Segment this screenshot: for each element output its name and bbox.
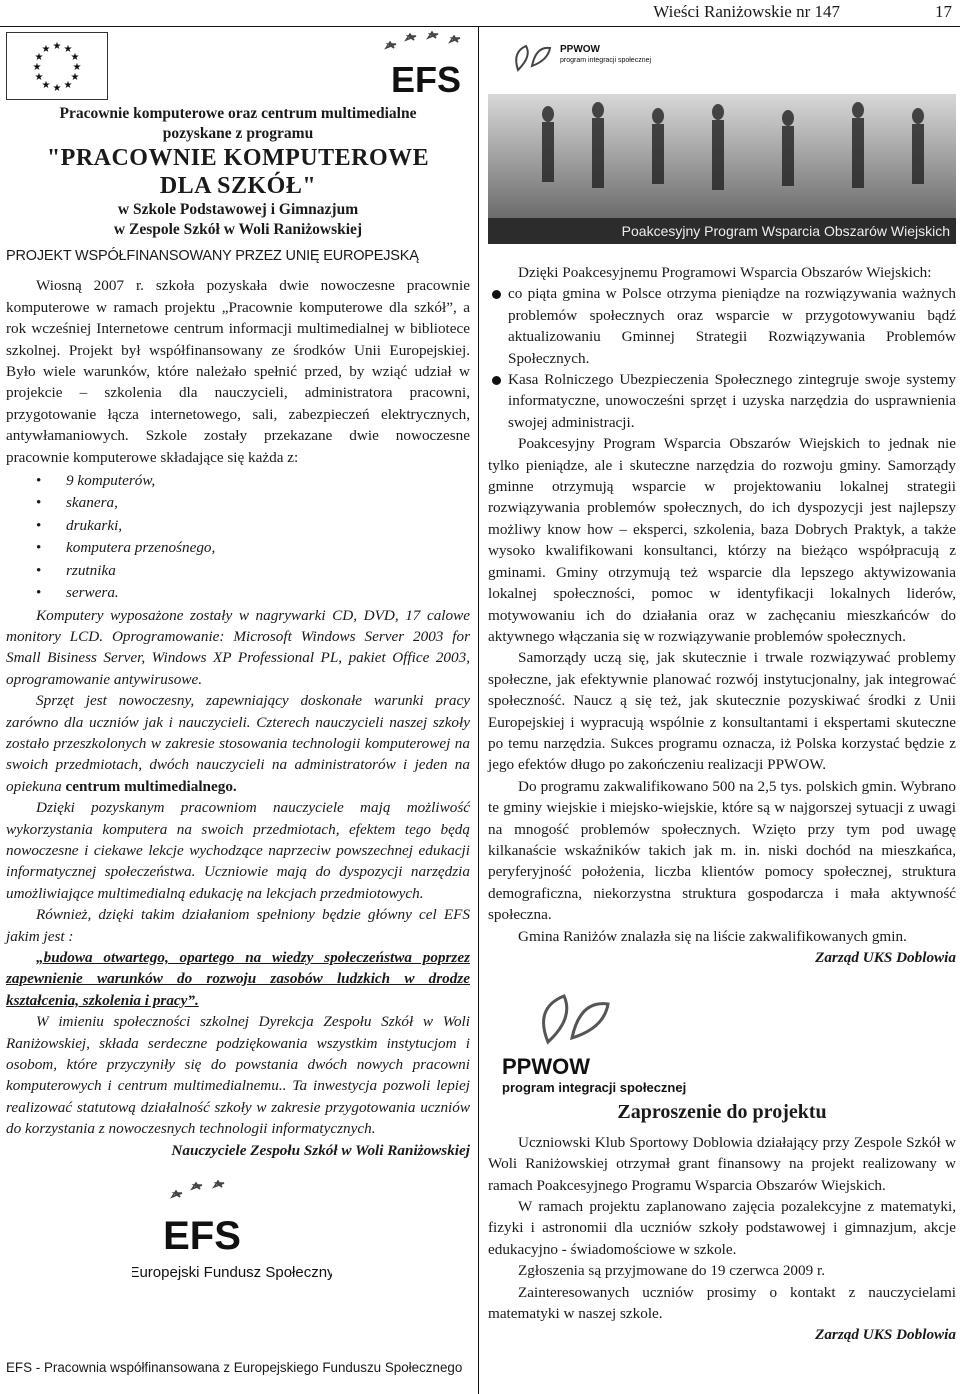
column-divider [478,26,479,1394]
title-line-2: pozyskane z programu [162,125,314,142]
eu-flag-logo [6,32,108,100]
list-item: Kasa Rolniczego Ubezpieczenia Społecznego zintegruje swoje systemy informatyczne, unowocześni sprzęt i uzyska narzędzia do usprawnienia swojej administracji. [488,369,956,433]
title-big-2: DLA SZKÓŁ" [159,173,317,199]
svg-text:★: ★ [70,72,80,83]
left-paragraph-4: Dzięki pozyskanym pracowniom nauczyciele mają możliwość wykorzystania komputera na swoich przedmiotach, efektem tego będą nowoczesne i ciekawe lekcje wychodzące naprzeciw powszechnej edukacji informatycznej społeczeństwa. Uczniowie mają do dyspozycji narzędzia umożliwiające multimedialną edukację na lekcjach przedmiotowych. [6,799,470,902]
svg-text:★: ★ [34,52,44,63]
right-signature-2: Zarząd UKS Doblowia [815,1326,956,1344]
page-number: 17 [935,2,952,21]
ppwow-logo-small [488,30,956,94]
svg-text:PPWOW: PPWOW [502,1054,590,1080]
right-paragraph-2: Samorządy uczą się, jak skutecznie i trwale rozwiązywać problemy społeczne, jak efektywnie planować rozwój instytucjonalny, jak integrować społeczność. Naucz ą się też, jak skutecznie pozyskiwać środki z Unii Europejskiej i wypracują wspólnie z konsultantami i ekspertami skuteczne po temu narzędzia. Sukces programu oznacza, iż Polska korzystać będzie z jego efektów długo po zakończeniu realizacji PPWOW. [488,649,956,774]
svg-text:EFS: EFS [390,59,462,100]
svg-text:★: ★ [63,44,73,55]
efs-goal-quote: „budowa otwartego, opartego na wiedzy społeczeństwa poprzez zapewnienie warunków do rozwoju zasobów ludzkich w drodze kształcenia, szkolenia i pracy”. [6,949,470,1009]
right-paragraph-3: Do programu zakwalifikowano 500 na 2,5 tys. polskich gmin. Wybrano te gminy wiejskie i miejsko-wiejskie, które są w najgorszej sytuacji z uwagi na mnogość problemów społecznych. Wzięto przy tym pod uwagę kilkanaście wskaźników takich jak m. in. niski dochód na mieszkańca, peryferyjność położenia, liczba klientów pomocy społecznej, struktura demograficzna, niekorzystna struktura gospodarcza i mała aktywność społeczna. [488,777,956,924]
title-big-1: "PRACOWNIE KOMPUTEROWE [46,145,430,171]
bullet-dot-icon [492,290,501,299]
cofinanced-note: PROJEKT WSPÓŁFINANSOWANY PRZEZ UNIĘ EUROPEJSKĄ [6,248,419,264]
ppwow-logo-large [488,982,956,1102]
left-signature: Nauczyciele Zespołu Szkół w Woli Raniżowskiej [171,1141,470,1159]
svg-text:★: ★ [70,52,80,63]
right-paragraph-4: Gmina Raniżów znalazła się na liście zakwalifikowanych gmin. [518,927,907,945]
efs-footnote: EFS - Pracownia współfinansowana z Europejskiego Funduszu Społecznego [6,1360,463,1375]
svg-text:EFS: EFS [163,1214,241,1259]
efs-logo-top [378,30,474,100]
left-column [6,30,470,1287]
bullet-dot-icon [492,376,501,385]
right-signature-1: Zarząd UKS Doblowia [815,949,956,966]
left-paragraph-1: Wiosną 2007 r. szkoła pozyskała dwie nowoczesne pracownie komputerowe w ramach projektu „Pracownie komputerowe dla szkół”, a rok wcześniej Internetowe centrum informacji multimedialnej w bibliotece szkolnej. Projekt był współfinansowany ze środków Unii Europejskiej. Było wiele warunków, które należało spełnić przed, by wziąć udział w projekcie – szkolenia dla nauczycieli, administratora pracowni, przygotowanie łącza internetowego, sali, zabezpieczeń elektrycznych, antywłamaniowych. Szkole zostały przekazane dwie nowoczesne pracownie komputerowe składające się każda z: [6,277,470,466]
list-item: • drukarki, [36,516,123,534]
list-item: co piąta gmina w Polsce otrzyma pieniądze na rozwiązywania ważnych problemów społecznych oraz wsparcie w przygotowywaniu bądź aktualizowaniu Gminnej Strategii Rozwiązywania Problemów Społecznych. [488,283,956,369]
svg-text:Europejski Fundusz Społeczny: Europejski Fundusz Społeczny [132,1264,332,1282]
svg-text:PPWOW: PPWOW [560,44,600,55]
invitation-paragraph-3: Zgłoszenia są przyjmowane do 19 czerwca 2009 r. [518,1262,826,1280]
title-line-4: w Zespole Szkół w Woli Raniżowskiej [113,221,363,238]
svg-text:program integracji społecznej: program integracji społecznej [502,1080,687,1096]
page-header [0,0,960,28]
title-line-1: Pracownie komputerowe oraz centrum multimedialne [59,105,417,122]
left-paragraph-2: Komputery wyposażone zostały w nagrywarki CD, DVD, 17 calowe monitory LCD. Oprogramowanie: Microsoft Windows Server 2003 for Small Bisiness Server, Windows XP Professional PL, pakiet Office 2003, oprogramowanie antywirusowe. [6,606,470,688]
svg-text:★: ★ [41,80,51,91]
right-paragraph-1: Poakcesyjny Program Wsparcia Obszarów Wiejskich to jednak nie tylko pieniądze, ale i skuteczne narzędzia do rozwoju gminy. Samorządy gminne otrzymują wsparcie w projektowaniu lokalnej strategii rozwiązywania problemów społecznych, do ich dyspozycji jest najlepszy możliwy know how – eksperci, szkolenia, baza Dobrych Praktyk, a także wysoko kwalifikowani konsultanci, którzy na bieżąco współpracują z gminami. Gminy otrzymują też wsparcie dla lepszego aktywizowania lokalnej społeczności, pomoc w identyfikacji lokalnych liderów, motywowaniu ich do działania oraz w zachęcaniu mieszkańców do aktywnego włączania się w rozwiązywanie problemów społecznych. [488,435,956,645]
svg-text:★: ★ [63,80,73,91]
list-item: • rzutnika [36,561,116,579]
invitation-paragraph-2: W ramach projektu zaplanowano zajęcia pozalekcyjne z matematyki, fizyki i astronomii dla uczniów szkoły podstawowej i gimnazjum, akcje edukacyjno - świadomościowe w szkole. [488,1198,956,1258]
svg-text:program integracji społecznej: program integracji społecznej [560,57,652,64]
title-line-3: w Szkole Podstawowej i Gimnazjum [117,201,359,218]
svg-text:★: ★ [32,62,42,73]
svg-text:★: ★ [72,62,82,73]
left-paragraph-5: Również, dzięki takim działaniom spełniony będzie główny cel EFS jakim jest : [6,906,470,945]
project-title [6,104,470,240]
header-rule [0,26,960,27]
left-paragraph-6: W imieniu społeczności szkolnej Dyrekcja Zespołu Szkół w Woli Raniżowskiej, składa serdeczne podziękowania wszystkim instytucjom i osobom, które przyczyniły się do powstania dwóch nowych pracowni komputerowych i centrum multimedialnemu.. Ta inwestycja pozwoli lepiej realizować statutową działalność szkoły w zakresie przygotowania uczniów do korzystania z nowoczesnych technologii informatycznych. [6,1013,470,1138]
left-paragraph-3: Sprzęt jest nowoczesny, zapewniający doskonałe warunki pracy zarówno dla uczniów jak i nauczycieli. Czterech nauczycieli naszej szkoły zostało przeszkolonych w zakresie stosowania technologii komputerowej na swoich przedmiotach, dwóch nauczycieli na administratorów i jeden na opiekuna centrum multimedialnego. [6,692,470,795]
list-item: • skanera, [36,494,118,512]
photo-banner: Poakcesyjny Program Wsparcia Obszarów Wiejskich [488,218,956,244]
program-photo [488,94,956,244]
efs-logo-bottom [132,1169,332,1287]
invitation-paragraph-4: Zainteresowanych uczniów prosimy o kontakt z nauczycielami matematyki w naszej szkole. [488,1283,956,1323]
program-benefits-list [488,283,956,433]
right-intro: Dzięki Poakcesyjnemu Programowi Wsparcia Obszarów Wiejskich: [518,264,932,281]
invitation-title: Zaproszenie do projektu [617,1101,827,1124]
list-item: • komputera przenośnego, [36,539,216,557]
publication-title: Wieści Raniżowskie nr 147 [653,2,840,21]
svg-text:★: ★ [52,83,62,94]
invitation-paragraph-1: Uczniowski Klub Sportowy Doblowia działający przy Zespole Szkół w Woli Raniżowskiej otrzymał grant finansowy na projekt realizowany w ramach Poakcesyjnego Programu Wsparcia Obszarów Wiejskich. [488,1133,956,1194]
svg-text:★: ★ [52,41,62,52]
svg-text:★: ★ [34,72,44,83]
equipment-list [6,470,470,604]
list-item: • serwera. [36,584,119,602]
logo-row [6,30,470,100]
svg-text:★: ★ [41,44,51,55]
right-column [488,30,956,1346]
list-item: • 9 komputerów, [36,472,156,490]
